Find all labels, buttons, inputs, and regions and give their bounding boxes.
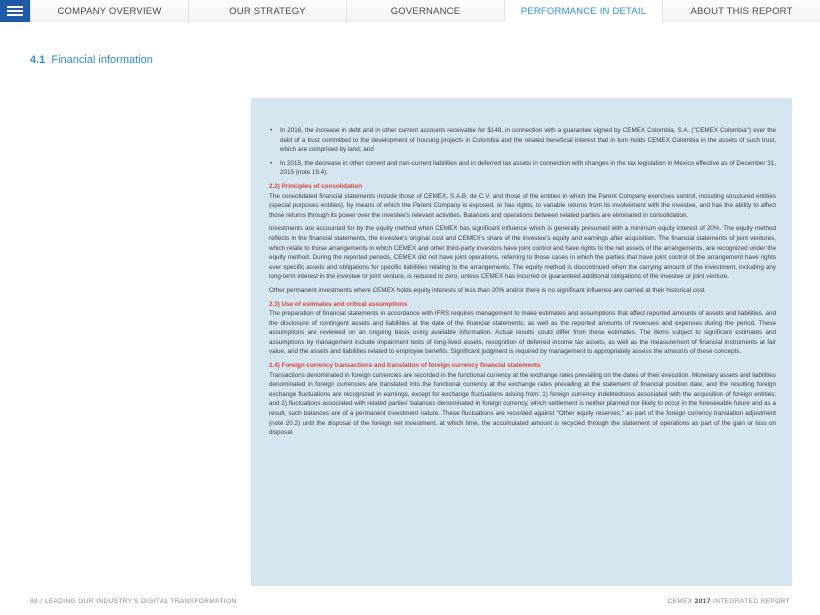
- subheading-consolidation: 2.2) Principles of consolidation: [269, 182, 363, 190]
- nav-tabs: [30, 0, 820, 22]
- paragraph: The preparation of financial statements in accordance with IFRS requires management to make estimates and assumptions that affect reported amounts of assets and liabilities, and the disclosure of contingent assets and liabilities at the date of the financial statements; as well as the reported amounts of revenues and expenses during the period. These assumptions are reviewed on an ongoing basis using available information. Actual results could differ from these estimates. The items subject to significant estimates and assumptions by management include impairment tests of long-lived assets, recognition of deferred income tax assets, as well as the measurement of financial instruments at fair value, and the assets and liabilities related to employee benefits. Significant judgment is required by management to appropriately assess the amounts of these concepts.: [269, 310, 776, 356]
- paragraph: Other permanent investments where CEMEX holds equity interests of less than 20% and/or there is no significant influence are carried at their historical cost.: [269, 286, 707, 294]
- hamburger-menu-icon[interactable]: [0, 0, 30, 22]
- footer-year: 2017: [694, 598, 711, 605]
- tab-our-strategy[interactable]: OUR STRATEGY: [188, 0, 346, 22]
- footer-brand: CEMEX: [667, 598, 693, 605]
- menu-line: [7, 10, 23, 12]
- footer-left: [30, 598, 237, 605]
- tab-company-overview[interactable]: COMPANY OVERVIEW: [30, 0, 188, 22]
- paragraph: Transactions denominated in foreign currencies are recorded in the functional currency at the exchange rates prevailing on the dates of their execution. Monetary assets and liabilities denominated in foreign currencies are translated into the functional currency at the exchange rates prevailing at the statement of financial position date, and the resulting foreign exchange fluctuations are recognized in earnings, except for exchange fluctuations arising from: 1) foreign currency indebtedness associated with the acquisition of foreign entities; and 2) fluctuations associated with related parties' balances denominated in foreign currency, which settlement is neither planned nor likely to occur in the foreseeable future and as a result, such balances are of a permanent investment nature. These fluctuations are recorded against "Other equity reserves," as part of the foreign currency translation adjustment (note 20.2) until the disposal of the foreign net investment, at which time, the accumulated amount is recycled through the statement of operations as part of the gain or loss on disposal.: [269, 371, 776, 437]
- section-heading: [30, 54, 153, 66]
- menu-line: [7, 14, 23, 16]
- footer-separator: /: [40, 598, 43, 605]
- subheading-foreign-currency: 2.4) Foreign currency transactions and translation of foreign currency financial statements: [269, 362, 541, 370]
- tab-performance-in-detail[interactable]: PERFORMANCE IN DETAIL: [504, 0, 662, 22]
- content-panel: [251, 98, 792, 586]
- footer-report: INTEGRATED REPORT: [713, 598, 790, 605]
- menu-line: [7, 6, 23, 8]
- section-number: 4.1: [30, 54, 46, 66]
- paragraph: The consolidated financial statements include those of CEMEX, S.A.B. de C.V. and those of the entities in which the Parent Company exercises control, including structured entities (special purposes entities), by means of which the Parent Company is exposed, or has rights, to variable returns from its involvement with the investee, and has the ability to affect those returns through its power over the investee's relevant activities. Balances and operations between related parties are eliminated in consolidation.: [269, 192, 776, 219]
- tab-governance[interactable]: GOVERNANCE: [346, 0, 504, 22]
- subheading-estimates: 2.3) Use of estimates and critical assumptions: [269, 300, 408, 308]
- footer-right: [667, 598, 790, 605]
- footer-section-text: LEADING OUR INDUSTRY'S DIGITAL TRANSFORMATION: [44, 598, 237, 605]
- section-title: Financial information: [51, 54, 153, 66]
- bullet-item: • In 2015, the decrease in other current and non-current liabilities and in deferred tax assets in connection with changes in the tax legislation in Mexico effective as of December 31, 2015 (note 19.4).: [269, 159, 776, 178]
- bullet-item: • In 2016, the increase in debt and in other current accounts receivable for $148, in connection with a guarantee signed by CEMEX Colombia, S.A. ("CEMEX Colombia") over the debt of a trust committed to the development of housing projects in Colombia and the related beneficial interest that in turn holds CEMEX Colombia in the assets of such trust, which are comprised by land; and: [269, 126, 776, 155]
- page-number: 88: [30, 598, 39, 605]
- tab-about-this-report[interactable]: ABOUT THIS REPORT: [662, 0, 820, 22]
- paragraph: Investments are accounted for by the equity method when CEMEX has significant influence which is generally presumed with a minimum equity interest of 20%. The equity method reflects in the financial statements, the investee's original cost and CEMEX's share of the investee's equity and earnings after acquisition. The financial statements of joint ventures, which relate to those arrangements in which CEMEX and other third-party investors have joint control and have rights to the net assets of the arrangements, are recognized under the equity method. During the reported periods, CEMEX did not have joint operations, referring to those cases in which the parties that have joint control of the arrangement have rights over specific assets and obligations for specific liabilities relating to the arrangements. The equity method is discontinued when the carrying amount of the investment, including any long-term interest in the investee or joint venture, is reduced to zero, unless CEMEX has incurred or guaranteed additional obligations of the investee or joint venture.: [269, 225, 776, 281]
- top-navigation: [0, 0, 820, 22]
